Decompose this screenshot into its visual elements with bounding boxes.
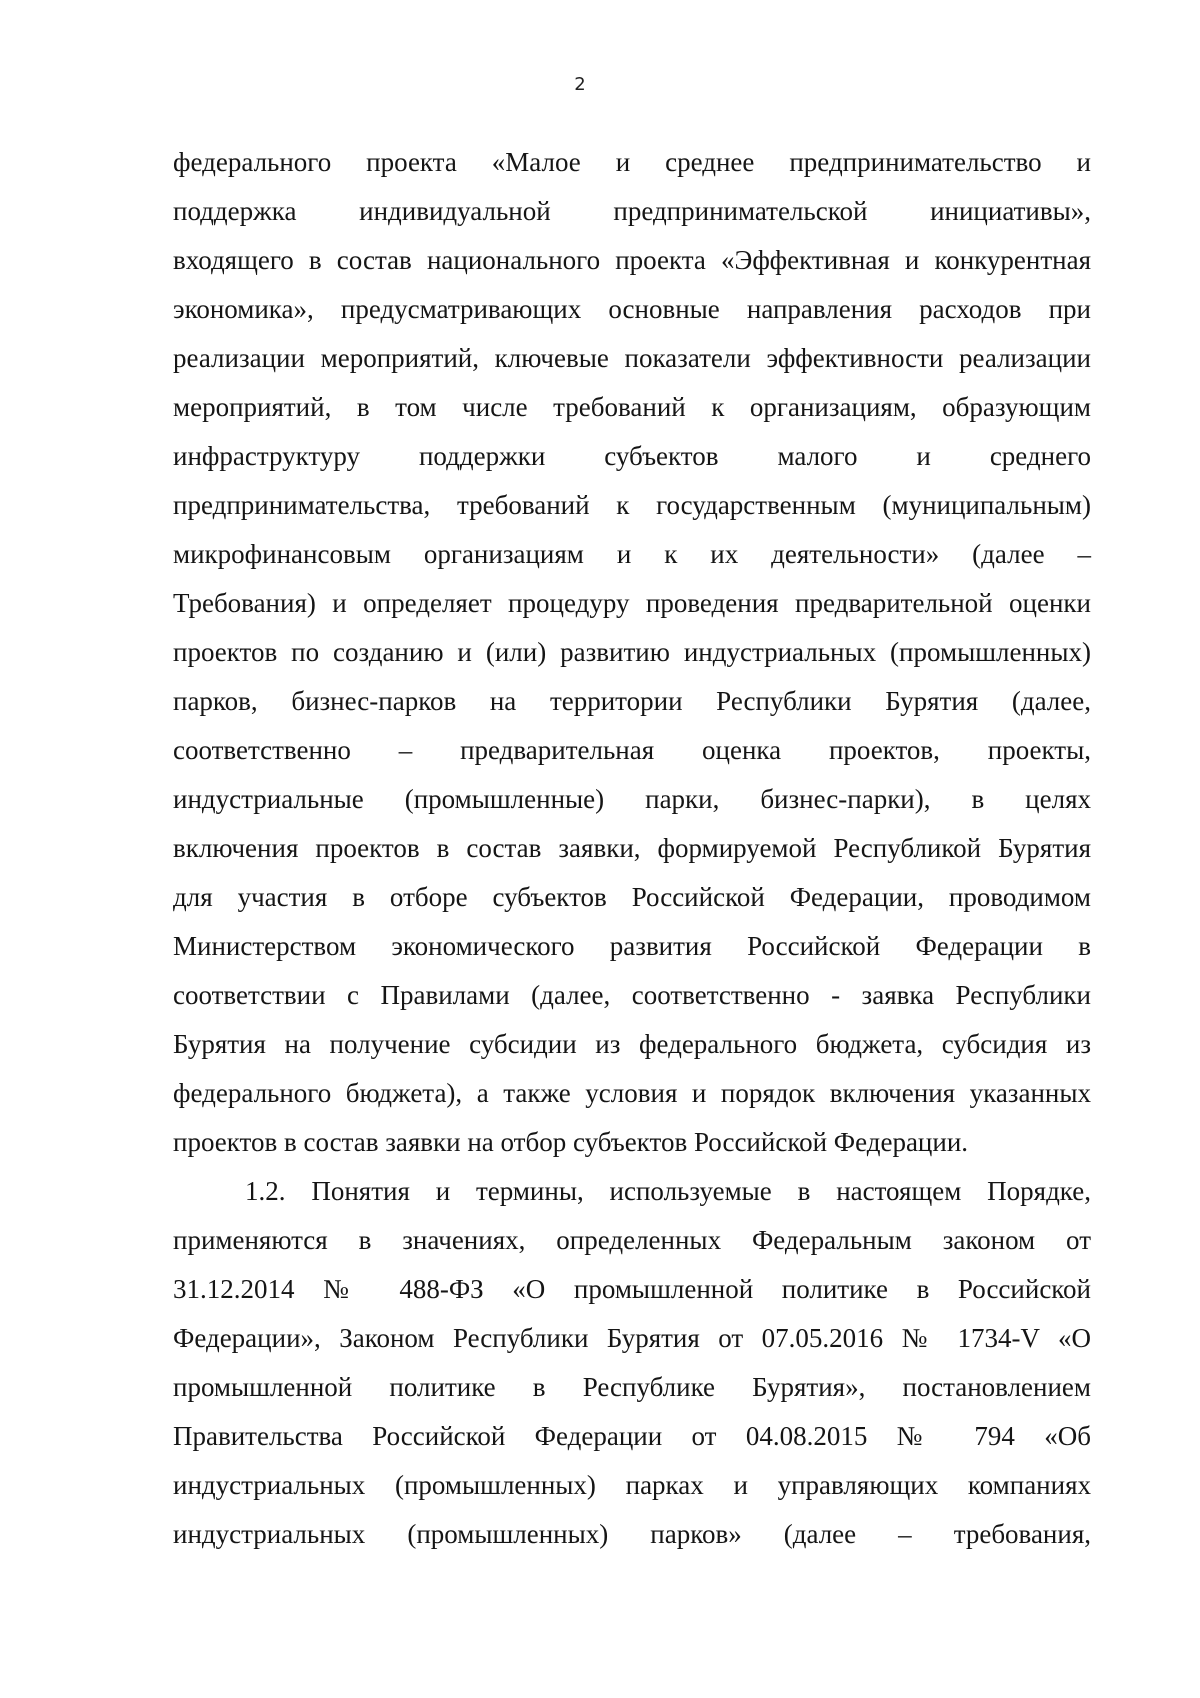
text-line: соответственно – предварительная оценка проектов, проекты, <box>173 735 1091 765</box>
text-line: соответствии с Правилами (далее, соответственно - заявка Республики <box>173 980 1091 1010</box>
text-line: проектов по созданию и (или) развитию индустриальных (промышленных) <box>173 637 1091 667</box>
text-line: инфраструктуру поддержки субъектов малого и среднего <box>173 441 1091 471</box>
text-line: включения проектов в состав заявки, формируемой Республикой Бурятия <box>173 833 1091 863</box>
text-line: 1.2. Понятия и термины, используемые в настоящем Порядке, <box>245 1176 1091 1206</box>
text-line: экономика», предусматривающих основные направления расходов при <box>173 294 1091 324</box>
text-line: реализации мероприятий, ключевые показатели эффективности реализации <box>173 343 1091 373</box>
text-line: промышленной политике в Республике Бурятия», постановлением <box>173 1372 1091 1402</box>
text-line: Требования) и определяет процедуру проведения предварительной оценки <box>173 588 1091 618</box>
text-line: поддержка индивидуальной предпринимательской инициативы», <box>173 196 1091 226</box>
text-line: Бурятия на получение субсидии из федерального бюджета, субсидия из <box>173 1029 1091 1059</box>
text-line: федерального проекта «Малое и среднее предпринимательство и <box>173 147 1091 177</box>
page-number: 2 <box>574 74 586 95</box>
text-line: микрофинансовым организациям и к их деятельности» (далее – <box>173 539 1091 569</box>
text-line: индустриальных (промышленных) парков» (далее – требования, <box>173 1519 1091 1549</box>
text-line: проектов в состав заявки на отбор субъектов Российской Федерации. <box>173 1127 969 1157</box>
text-line: Министерством экономического развития Российской Федерации в <box>173 931 1091 961</box>
text-line: применяются в значениях, определенных Федеральным законом от <box>173 1225 1091 1255</box>
text-line: входящего в состав национального проекта «Эффективная и конкурентная <box>173 245 1091 275</box>
text-line: парков, бизнес-парков на территории Республики Бурятия (далее, <box>173 686 1091 716</box>
text-line: для участия в отборе субъектов Российской Федерации, проводимом <box>173 882 1091 912</box>
text-line: индустриальные (промышленные) парки, бизнес-парки), в целях <box>173 784 1091 814</box>
text-line: мероприятий, в том числе требований к организациям, образующим <box>173 392 1091 422</box>
text-line: 31.12.2014 № 488-ФЗ «О промышленной политике в Российской <box>173 1274 1091 1304</box>
document-body <box>173 138 1091 1559</box>
text-line: федерального бюджета), а также условия и порядок включения указанных <box>173 1078 1091 1108</box>
text-line: предпринимательства, требований к государственным (муниципальным) <box>173 490 1091 520</box>
text-line: Правительства Российской Федерации от 04.08.2015 № 794 «Об <box>173 1421 1091 1451</box>
text-line: Федерации», Законом Республики Бурятия от 07.05.2016 № 1734-V «О <box>173 1323 1091 1353</box>
text-line: индустриальных (промышленных) парках и управляющих компаниях <box>173 1470 1091 1500</box>
